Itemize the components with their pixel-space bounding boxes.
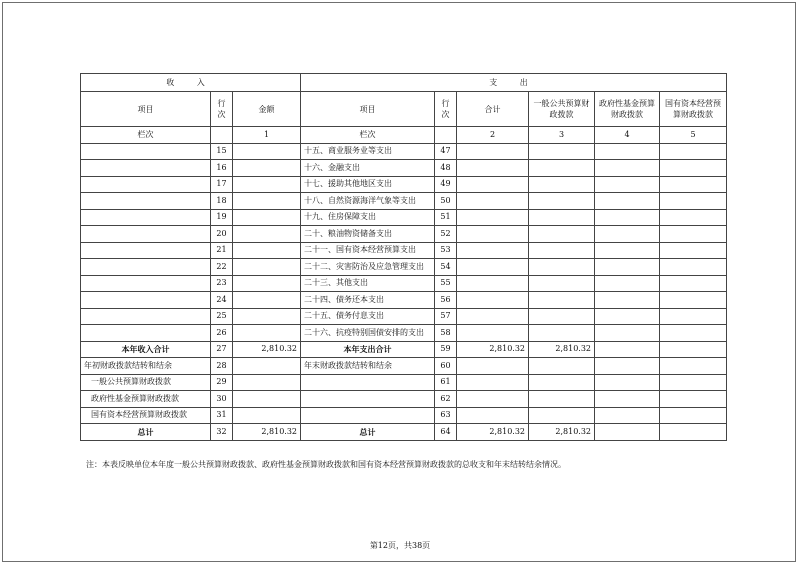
expense-item: 十八、自然资源海洋气象等支出 <box>301 193 435 210</box>
income-item <box>81 292 211 309</box>
col-header-line: 行次 <box>211 92 233 127</box>
expense-line: 61 <box>435 374 457 391</box>
expense-state-capital <box>660 209 727 226</box>
income-amount <box>233 374 301 391</box>
expense-gov-fund <box>595 292 660 309</box>
income-amount <box>233 325 301 342</box>
page-number: 第12页，共38页 <box>369 541 431 550</box>
expense-total: 2,810.32 <box>457 341 529 358</box>
income-item <box>81 193 211 210</box>
section-header-row <box>81 74 727 92</box>
expense-line: 48 <box>435 160 457 177</box>
income-amount: 2,810.32 <box>233 341 301 358</box>
expense-line: 55 <box>435 275 457 292</box>
income-item <box>81 143 211 160</box>
expense-state-capital <box>660 391 727 408</box>
expense-line: 54 <box>435 259 457 276</box>
expense-line: 57 <box>435 308 457 325</box>
col-header-item: 项目 <box>81 92 211 127</box>
expense-line: 51 <box>435 209 457 226</box>
expense-gov-fund <box>595 209 660 226</box>
table-row <box>81 341 727 358</box>
income-line: 29 <box>211 374 233 391</box>
expense-total <box>457 308 529 325</box>
income-item: 本年收入合计 <box>81 341 211 358</box>
income-line: 28 <box>211 358 233 375</box>
table-row <box>81 325 727 342</box>
expense-line: 52 <box>435 226 457 243</box>
expense-item: 二十三、其他支出 <box>301 275 435 292</box>
income-amount <box>233 308 301 325</box>
income-item <box>81 275 211 292</box>
expense-gov-fund <box>595 275 660 292</box>
expense-total <box>457 176 529 193</box>
expense-gov-fund <box>595 308 660 325</box>
income-amount <box>233 193 301 210</box>
expense-gov-fund <box>595 176 660 193</box>
expense-general <box>529 176 595 193</box>
expense-gov-fund <box>595 407 660 424</box>
income-line: 21 <box>211 242 233 259</box>
income-item: 政府性基金预算财政拨款 <box>81 391 211 408</box>
income-item <box>81 308 211 325</box>
expense-item: 十五、商业服务业等支出 <box>301 143 435 160</box>
table-row <box>81 176 727 193</box>
expense-state-capital <box>660 193 727 210</box>
col-index-exp-label: 栏次 <box>301 127 435 144</box>
expense-line: 60 <box>435 358 457 375</box>
expense-item: 总计 <box>301 424 435 441</box>
expense-state-capital <box>660 424 727 441</box>
col-header-total: 合计 <box>457 92 529 127</box>
expense-general <box>529 292 595 309</box>
income-amount <box>233 391 301 408</box>
expense-line: 53 <box>435 242 457 259</box>
expense-total <box>457 193 529 210</box>
expense-state-capital <box>660 143 727 160</box>
col-index-line <box>211 127 233 144</box>
expense-gov-fund <box>595 424 660 441</box>
income-amount <box>233 160 301 177</box>
table-row <box>81 275 727 292</box>
expense-total <box>457 407 529 424</box>
income-item: 总计 <box>81 424 211 441</box>
table-row <box>81 160 727 177</box>
expense-state-capital <box>660 358 727 375</box>
expense-item: 本年支出合计 <box>301 341 435 358</box>
expense-gov-fund <box>595 259 660 276</box>
expense-general <box>529 407 595 424</box>
expense-total <box>457 259 529 276</box>
col-index-label: 栏次 <box>81 127 211 144</box>
income-line: 20 <box>211 226 233 243</box>
income-item <box>81 176 211 193</box>
expense-item: 二十六、抗疫特别国债安排的支出 <box>301 325 435 342</box>
expense-gov-fund <box>595 341 660 358</box>
table-row <box>81 242 727 259</box>
income-amount <box>233 358 301 375</box>
income-line: 31 <box>211 407 233 424</box>
income-amount <box>233 226 301 243</box>
expense-total <box>457 160 529 177</box>
table-row <box>81 193 727 210</box>
income-amount <box>233 242 301 259</box>
expense-state-capital <box>660 325 727 342</box>
table-row <box>81 292 727 309</box>
expense-gov-fund <box>595 391 660 408</box>
expense-general <box>529 275 595 292</box>
col-index-total: 2 <box>457 127 529 144</box>
col-index-gov-fund: 4 <box>595 127 660 144</box>
table-row <box>81 259 727 276</box>
expense-total <box>457 325 529 342</box>
income-line: 32 <box>211 424 233 441</box>
income-amount <box>233 143 301 160</box>
expense-total <box>457 391 529 408</box>
expense-general <box>529 242 595 259</box>
expense-total <box>457 292 529 309</box>
income-line: 16 <box>211 160 233 177</box>
expense-item <box>301 374 435 391</box>
income-header: 收 入 <box>81 74 301 92</box>
income-line: 27 <box>211 341 233 358</box>
income-amount <box>233 292 301 309</box>
expense-line: 50 <box>435 193 457 210</box>
expense-general <box>529 325 595 342</box>
expense-general: 2,810.32 <box>529 341 595 358</box>
income-item: 一般公共预算财政拨款 <box>81 374 211 391</box>
expense-line: 47 <box>435 143 457 160</box>
income-item: 国有资本经营预算财政拨款 <box>81 407 211 424</box>
expense-gov-fund <box>595 160 660 177</box>
expense-total: 2,810.32 <box>457 424 529 441</box>
expense-general: 2,810.32 <box>529 424 595 441</box>
income-amount <box>233 275 301 292</box>
expense-general <box>529 160 595 177</box>
income-item <box>81 242 211 259</box>
income-line: 26 <box>211 325 233 342</box>
income-line: 24 <box>211 292 233 309</box>
expense-state-capital <box>660 176 727 193</box>
expense-state-capital <box>660 160 727 177</box>
expense-item: 二十、粮油物资储备支出 <box>301 226 435 243</box>
expense-gov-fund <box>595 143 660 160</box>
col-header-state-capital: 国有资本经营预算财政拨款 <box>660 92 727 127</box>
income-item <box>81 160 211 177</box>
col-index-exp-line <box>435 127 457 144</box>
col-header-exp-line: 行次 <box>435 92 457 127</box>
expense-general <box>529 374 595 391</box>
column-header-row <box>81 92 727 127</box>
expense-gov-fund <box>595 242 660 259</box>
expense-state-capital <box>660 275 727 292</box>
expense-line: 64 <box>435 424 457 441</box>
table-row <box>81 226 727 243</box>
income-item <box>81 209 211 226</box>
income-item <box>81 226 211 243</box>
table-row <box>81 391 727 408</box>
expense-state-capital <box>660 374 727 391</box>
col-header-amount: 金额 <box>233 92 301 127</box>
expense-state-capital <box>660 341 727 358</box>
expense-state-capital <box>660 226 727 243</box>
expense-header: 支 出 <box>301 74 727 92</box>
income-amount <box>233 259 301 276</box>
income-amount: 2,810.32 <box>233 424 301 441</box>
expense-item <box>301 391 435 408</box>
expense-line: 49 <box>435 176 457 193</box>
col-index-amount: 1 <box>233 127 301 144</box>
expense-line: 56 <box>435 292 457 309</box>
table-row <box>81 358 727 375</box>
income-line: 15 <box>211 143 233 160</box>
expense-item: 二十四、债务还本支出 <box>301 292 435 309</box>
table-row <box>81 143 727 160</box>
expense-item: 二十二、灾害防治及应急管理支出 <box>301 259 435 276</box>
expense-total <box>457 275 529 292</box>
income-line: 25 <box>211 308 233 325</box>
expense-line: 62 <box>435 391 457 408</box>
income-amount <box>233 407 301 424</box>
col-header-exp-item: 项目 <box>301 92 435 127</box>
income-item <box>81 259 211 276</box>
expense-item: 十九、住房保障支出 <box>301 209 435 226</box>
income-item: 年初财政拨款结转和结余 <box>81 358 211 375</box>
income-line: 17 <box>211 176 233 193</box>
expense-general <box>529 308 595 325</box>
expense-item: 二十五、债务付息支出 <box>301 308 435 325</box>
expense-general <box>529 358 595 375</box>
expense-total <box>457 358 529 375</box>
expense-line: 63 <box>435 407 457 424</box>
expense-total <box>457 242 529 259</box>
expense-general <box>529 259 595 276</box>
expense-item: 十六、金融支出 <box>301 160 435 177</box>
expense-gov-fund <box>595 358 660 375</box>
income-amount <box>233 209 301 226</box>
table-row <box>81 424 727 441</box>
income-item <box>81 325 211 342</box>
expense-total <box>457 374 529 391</box>
col-header-general: 一般公共预算财政拨款 <box>529 92 595 127</box>
expense-total <box>457 143 529 160</box>
column-index-row <box>81 127 727 144</box>
expense-item: 年末财政拨款结转和结余 <box>301 358 435 375</box>
income-amount <box>233 176 301 193</box>
expense-general <box>529 209 595 226</box>
income-line: 18 <box>211 193 233 210</box>
expense-gov-fund <box>595 193 660 210</box>
col-index-state-capital: 5 <box>660 127 727 144</box>
expense-item: 十七、援助其他地区支出 <box>301 176 435 193</box>
table-row <box>81 308 727 325</box>
col-index-general: 3 <box>529 127 595 144</box>
table-note: 注：本表反映单位本年度一般公共预算财政拨款、政府性基金预算财政拨款和国有资本经营预算财政拨款的总收支和年末结转结余情况。 <box>86 460 566 469</box>
table-row <box>81 209 727 226</box>
expense-gov-fund <box>595 226 660 243</box>
expense-general <box>529 391 595 408</box>
table-row <box>81 407 727 424</box>
expense-item <box>301 407 435 424</box>
expense-general <box>529 143 595 160</box>
expense-gov-fund <box>595 325 660 342</box>
expense-line: 58 <box>435 325 457 342</box>
expense-state-capital <box>660 407 727 424</box>
expense-state-capital <box>660 292 727 309</box>
expense-gov-fund <box>595 374 660 391</box>
expense-general <box>529 193 595 210</box>
expense-total <box>457 209 529 226</box>
income-line: 22 <box>211 259 233 276</box>
income-line: 30 <box>211 391 233 408</box>
expense-state-capital <box>660 259 727 276</box>
table-row <box>81 374 727 391</box>
income-line: 19 <box>211 209 233 226</box>
expense-total <box>457 226 529 243</box>
expense-state-capital <box>660 308 727 325</box>
income-line: 23 <box>211 275 233 292</box>
expense-general <box>529 226 595 243</box>
expense-line: 59 <box>435 341 457 358</box>
expense-state-capital <box>660 242 727 259</box>
col-header-gov-fund: 政府性基金预算财政拨款 <box>595 92 660 127</box>
expense-item: 二十一、国有资本经营预算支出 <box>301 242 435 259</box>
fiscal-appropriation-table <box>80 73 727 441</box>
